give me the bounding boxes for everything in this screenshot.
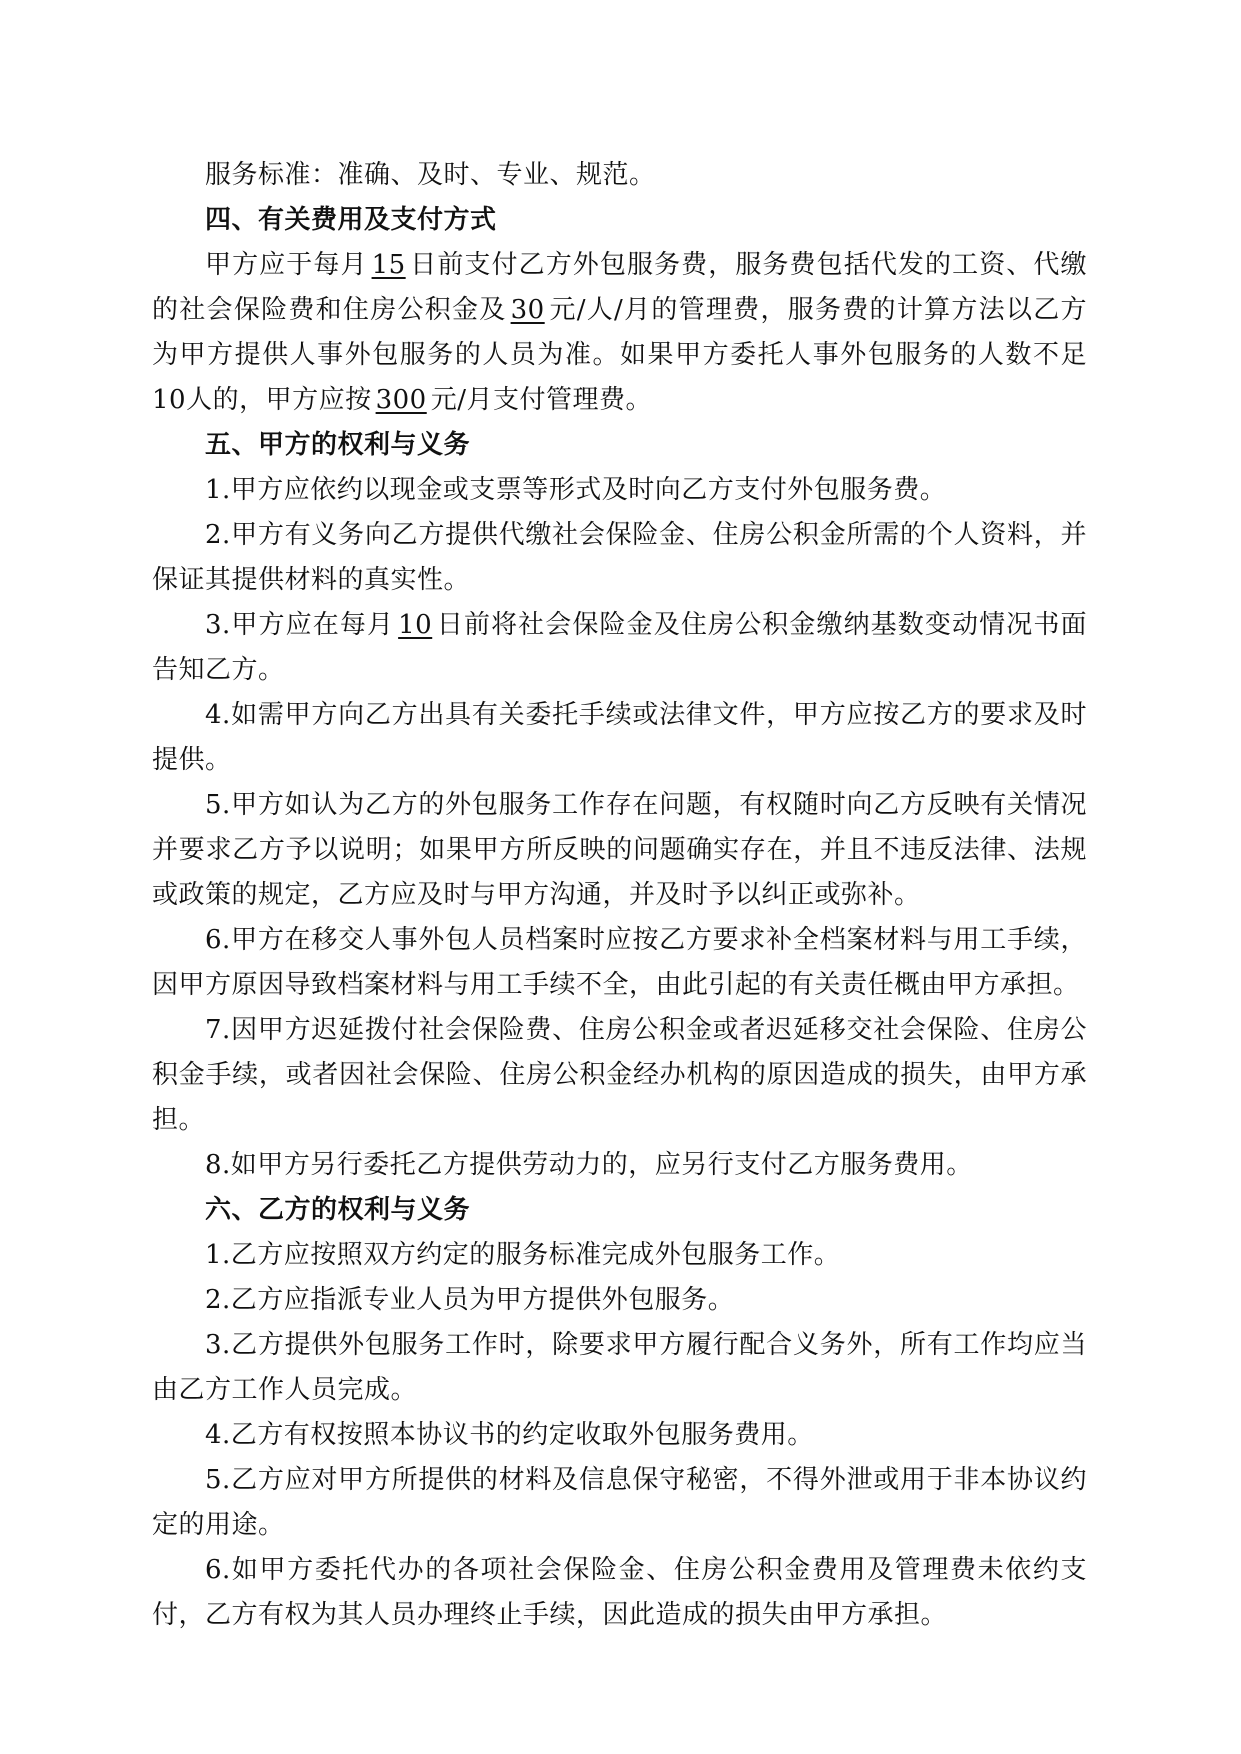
fee-text-c: 元/人/月的管理费，服务费的计算方法以乙方为甲方提供人事外包服务的人员为准。如果甲方委托人事外包服务的人数不足10人的，甲方应按: [152, 295, 1087, 415]
fee-text-d: 元/月支付管理费。: [430, 385, 652, 415]
party-a-item-3-text-a: 3.甲方应在每月: [205, 610, 395, 640]
service-standard-line: 服务标准：准确、及时、专业、规范。: [205, 160, 656, 190]
party-a-item-8: 8.如甲方另行委托乙方提供劳动力的，应另行支付乙方服务费用。: [205, 1150, 973, 1180]
party-a-item-5: 5.甲方如认为乙方的外包服务工作存在问题，有权随时向乙方反映有关情况并要求乙方予以说明；如果甲方所反映的问题确实存在，并且不违反法律、法规或政策的规定，乙方应及时与甲方沟通，并及时予以纠正或弥补。: [152, 790, 1087, 910]
minimum-fee-value: 300: [375, 385, 427, 415]
party-a-item-3-text-b: 日前将社会保险金及住房公积金缴纳基数变动情况书面告知乙方。: [152, 610, 1087, 685]
party-a-item-6: 6.甲方在移交人事外包人员档案时应按乙方要求补全档案材料与用工手续，因甲方原因导致档案材料与用工手续不全，由此引起的有关责任概由甲方承担。: [152, 925, 1087, 1000]
party-a-item-7: 7.因甲方迟延拨付社会保险费、住房公积金或者迟延移交社会保险、住房公积金手续，或者因社会保险、住房公积金经办机构的原因造成的损失，由甲方承担。: [152, 1015, 1087, 1135]
party-b-item-6: 6.如甲方委托代办的各项社会保险金、住房公积金费用及管理费未依约支付，乙方有权为其人员办理终止手续，因此造成的损失由甲方承担。: [152, 1555, 1087, 1630]
party-b-item-5: 5.乙方应对甲方所提供的材料及信息保守秘密，不得外泄或用于非本协议约定的用途。: [152, 1465, 1087, 1540]
fee-text-b: 日前支付乙方外包服务费，服务费包括代发的工资、代缴的社会保险费和住房公积金及: [152, 250, 1087, 325]
party-b-item-3: 3.乙方提供外包服务工作时，除要求甲方履行配合义务外，所有工作均应当由乙方工作人员完成。: [152, 1330, 1087, 1405]
party-b-item-4: 4.乙方有权按照本协议书的约定收取外包服务费用。: [205, 1420, 814, 1450]
party-a-item-2: 2.甲方有义务向乙方提供代缴社会保险金、住房公积金所需的个人资料，并保证其提供材料的真实性。: [152, 520, 1087, 595]
section-heading-fees: 四、有关费用及支付方式: [205, 205, 497, 235]
party-b-item-2: 2.乙方应指派专业人员为甲方提供外包服务。: [205, 1285, 735, 1315]
party-a-item-3: [152, 603, 1087, 693]
pay-day-value: 15: [371, 250, 406, 280]
party-a-item-1: 1.甲方应依约以现金或支票等形式及时向乙方支付外包服务费。: [205, 475, 947, 505]
document-body: [152, 153, 1087, 1638]
base-change-day-value: 10: [398, 610, 433, 640]
section-heading-party-b: 六、乙方的权利与义务: [205, 1195, 471, 1225]
fee-paragraph: [152, 243, 1087, 423]
section-heading-party-a: 五、甲方的权利与义务: [205, 430, 471, 460]
party-b-item-1: 1.乙方应按照双方约定的服务标准完成外包服务工作。: [205, 1240, 841, 1270]
management-fee-value: 30: [510, 295, 545, 325]
fee-text-a: 甲方应于每月: [205, 250, 368, 280]
party-a-item-4: 4.如需甲方向乙方出具有关委托手续或法律文件，甲方应按乙方的要求及时提供。: [152, 700, 1087, 775]
